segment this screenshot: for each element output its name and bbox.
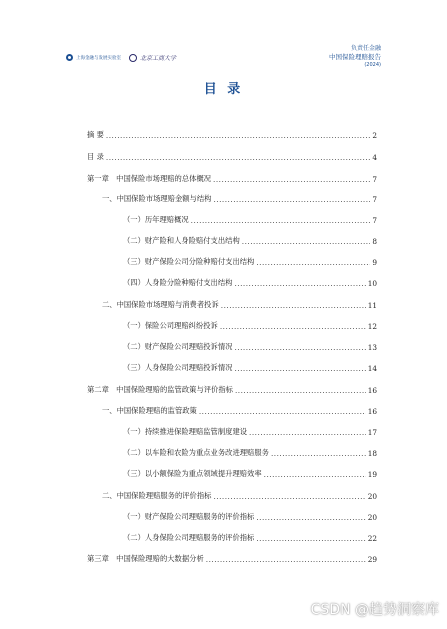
toc-entry-page: 12 [367, 322, 377, 331]
toc-entry[interactable] [87, 194, 377, 204]
toc-entry[interactable] [87, 321, 377, 331]
toc-entry[interactable] [87, 469, 377, 479]
toc-entry[interactable] [87, 533, 377, 543]
toc-leader-dots [191, 216, 371, 225]
toc-entry-label: （二）以车险和农险为重点业务改进理赔服务 [123, 448, 269, 457]
toc-entry[interactable] [87, 363, 377, 373]
toc-leader-dots [256, 534, 365, 543]
header-logos [66, 53, 176, 62]
toc-entry[interactable] [87, 554, 377, 564]
report-header [329, 45, 381, 69]
toc-entry-page: 17 [367, 428, 377, 437]
toc-entry-page: 16 [367, 386, 377, 395]
report-year: (2024) [364, 62, 381, 68]
page-title: 目 录 [203, 82, 244, 97]
toc-entry[interactable] [87, 385, 377, 395]
toc-entry-label: （一）财产保险公司理赔服务的评价指标 [123, 512, 255, 521]
toc-entry-label: （三）财产保险公司分险种赔付支出结构 [123, 257, 255, 266]
toc-entry-label: （一）持续推进保险理赔监管制度建设 [123, 427, 248, 436]
toc-leader-dots [220, 322, 366, 331]
toc-entry-page: 20 [367, 513, 377, 522]
toc-entry-label: （二）财产险和人身险赔付支出结构 [123, 236, 240, 245]
toc-entry-label: 二、中国保险市场理赔与消费者投诉 [102, 300, 219, 309]
toc-entry-page: 4 [372, 153, 377, 162]
toc-entry[interactable] [87, 236, 377, 246]
university-logo-text: 北京工商大学 [140, 55, 177, 62]
toc-leader-dots [213, 175, 370, 184]
toc-leader-dots [234, 343, 365, 352]
toc-leader-dots [106, 153, 370, 162]
lab-logo-icon [66, 54, 73, 61]
toc-leader-dots [234, 279, 365, 288]
toc-entry[interactable] [87, 130, 377, 140]
toc-entry-label: （三）人身保险公司理赔投诉情况 [123, 363, 233, 372]
toc-leader-dots [256, 258, 370, 267]
toc-leader-dots [264, 470, 366, 479]
toc-entry-page: 7 [372, 195, 377, 204]
toc-entry-label: 目 录 [87, 152, 104, 161]
toc-entry-label: 一、中国保险理赔的监管政策 [102, 406, 197, 415]
btbu-logo [129, 53, 176, 62]
toc-entry[interactable] [87, 215, 377, 225]
toc-entry-page: 16 [367, 407, 377, 416]
toc-entry[interactable] [87, 152, 377, 162]
toc-entry-label: （一）历年理赔概况 [123, 215, 189, 224]
toc-entry-page: 13 [367, 343, 377, 352]
toc-entry[interactable] [87, 406, 377, 416]
toc-leader-dots [213, 195, 370, 204]
toc-entry[interactable] [87, 342, 377, 352]
toc-entry-label: （二）财产保险公司理赔投诉情况 [123, 342, 233, 351]
toc-leader-dots [221, 301, 366, 310]
toc-entry-page: 22 [367, 534, 377, 543]
toc-entry-page: 7 [372, 216, 377, 225]
toc-entry-label: 第一章 中国保险市场理赔的总体概况 [87, 174, 212, 183]
toc-entry-page: 20 [367, 492, 377, 501]
university-seal-icon [129, 54, 137, 62]
lab-logo-text: 上海金融与发展实验室 [76, 55, 121, 61]
toc-leader-dots [235, 386, 366, 395]
toc-leader-dots [213, 492, 365, 501]
toc-leader-dots [234, 364, 365, 373]
toc-leader-dots [106, 131, 370, 140]
toc-entry-label: 二、中国保险理赔服务的评价指标 [102, 491, 212, 500]
toc-entry-label: （二）人身保险公司理赔服务的评价指标 [123, 533, 255, 542]
toc-leader-dots [256, 513, 365, 522]
toc-entry-label: （三）以小额保险为重点领域提升理赔效率 [123, 469, 262, 478]
toc-entry-page: 7 [372, 175, 377, 184]
toc-entry[interactable] [87, 512, 377, 522]
toc-entry-label: 第二章 中国保险理赔的监管政策与评价指标 [87, 385, 233, 394]
toc-entry-page: 19 [367, 470, 377, 479]
toc-entry-label: 一、中国保险市场理赔金额与结构 [102, 194, 212, 203]
toc-entry[interactable] [87, 257, 377, 267]
report-title: 中国保险理赔报告 [329, 53, 381, 61]
shanghai-finance-lab-logo [66, 54, 121, 61]
report-series: 负责任金融 [350, 45, 381, 52]
toc-entry-page: 11 [367, 301, 377, 310]
toc-entry[interactable] [87, 448, 377, 458]
toc-entry-page: 2 [372, 131, 377, 140]
toc-entry[interactable] [87, 174, 377, 184]
toc-entry-label: （一）保险公司理赔纠纷投诉 [123, 321, 218, 330]
toc-entry-page: 14 [367, 364, 377, 373]
toc-entry-label: 第三章 中国保险理赔的大数据分析 [87, 554, 204, 563]
toc-leader-dots [242, 237, 371, 246]
toc-entry[interactable] [87, 278, 377, 288]
toc-leader-dots [271, 449, 366, 458]
toc-entry[interactable] [87, 427, 377, 437]
watermark: CSDN @趋势洞察库 [310, 602, 439, 618]
toc-entry-page: 29 [367, 555, 377, 564]
toc-leader-dots [199, 407, 366, 416]
toc-leader-dots [249, 428, 366, 437]
toc-entry[interactable] [87, 491, 377, 501]
toc-entry-page: 10 [367, 279, 377, 288]
toc-entry[interactable] [87, 300, 377, 310]
toc-entry-page: 18 [367, 449, 377, 458]
toc-leader-dots [206, 555, 366, 564]
toc-entry-page: 9 [372, 258, 377, 267]
toc-entry-label: （四）人身险分险种赔付支出结构 [123, 278, 233, 287]
toc-entry-label: 摘 要 [87, 130, 104, 139]
toc-entry-page: 8 [372, 237, 377, 246]
